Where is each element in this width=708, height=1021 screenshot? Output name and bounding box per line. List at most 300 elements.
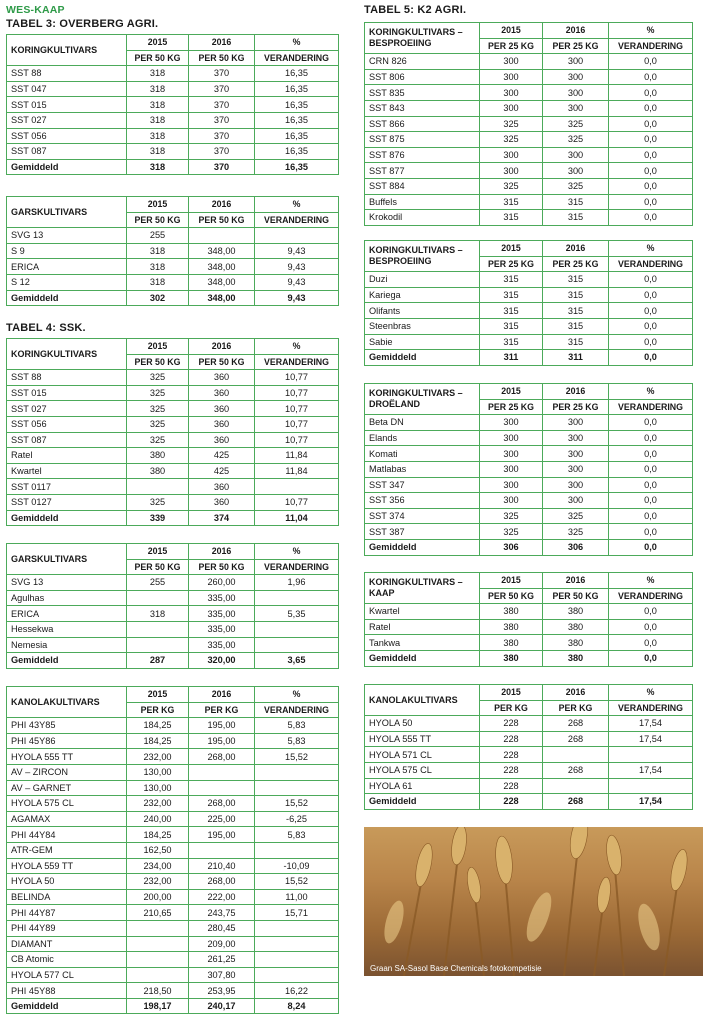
change-cell: 0,0 [609, 493, 693, 509]
unit-header: VERANDERING [255, 212, 339, 228]
change-cell: 17,54 [609, 731, 693, 747]
price-cell: 268,00 [189, 749, 255, 765]
price-cell: 320,00 [189, 653, 255, 669]
change-cell: 0,0 [609, 303, 693, 319]
price-cell: 228 [480, 762, 543, 778]
change-cell: 0,0 [609, 524, 693, 540]
unit-header: PER 50 KG [189, 50, 255, 66]
price-cell: 325 [543, 178, 609, 194]
price-cell: 228 [480, 747, 543, 763]
price-cell: 318 [127, 112, 189, 128]
change-cell: 5,83 [255, 718, 339, 734]
year-header: 2016 [189, 544, 255, 560]
k2-irrigation-wheat-table-2 [364, 240, 693, 366]
table-row [365, 508, 693, 524]
year-header: 2015 [127, 544, 189, 560]
table-row [7, 905, 339, 921]
cultivar-cell: S 9 [7, 243, 127, 259]
ssk-wheat-table [6, 338, 339, 526]
price-cell [127, 936, 189, 952]
price-cell: 380 [480, 619, 543, 635]
table-row [7, 874, 339, 890]
price-cell: 268,00 [189, 874, 255, 890]
year-header: % [609, 23, 693, 39]
price-cell: 311 [543, 350, 609, 366]
cultivar-cell: ERICA [7, 606, 127, 622]
header-row [365, 384, 693, 400]
price-cell: 240,00 [127, 811, 189, 827]
cultivar-cell: BELINDA [7, 889, 127, 905]
table-row [7, 920, 339, 936]
price-cell: 348,00 [189, 243, 255, 259]
change-cell: 0,0 [609, 635, 693, 651]
price-cell: 325 [543, 132, 609, 148]
year-header: 2015 [480, 384, 543, 400]
price-cell: 287 [127, 653, 189, 669]
change-cell [255, 842, 339, 858]
price-cell: 318 [127, 243, 189, 259]
price-cell: 380 [543, 650, 609, 666]
cultivar-cell: Gemiddeld [7, 653, 127, 669]
cultivar-cell: SST 027 [7, 401, 127, 417]
cultivar-cell: PHI 43Y85 [7, 718, 127, 734]
price-cell: 325 [480, 508, 543, 524]
unit-header: VERANDERING [609, 588, 693, 604]
price-cell: 425 [189, 463, 255, 479]
table-4-title: TABEL 4: SSK. [6, 322, 86, 334]
cultivar-cell: Kwartel [7, 463, 127, 479]
table-row [7, 416, 339, 432]
price-cell: 325 [127, 385, 189, 401]
change-cell: 5,35 [255, 606, 339, 622]
section-label: WES-KAAP [6, 4, 65, 16]
change-cell: 10,77 [255, 416, 339, 432]
cultivar-cell: Ratel [365, 619, 480, 635]
header-row [365, 573, 693, 589]
table-row [365, 69, 693, 85]
year-header: 2015 [480, 685, 543, 701]
table-row [365, 194, 693, 210]
table-row [7, 718, 339, 734]
average-row [7, 998, 339, 1014]
price-cell: 300 [480, 100, 543, 116]
table-row [7, 842, 339, 858]
unit-header: VERANDERING [609, 399, 693, 415]
cultivar-cell: SST 387 [365, 524, 480, 540]
price-cell: 268 [543, 731, 609, 747]
cultivar-cell: Gemiddeld [365, 350, 480, 366]
price-cell: 370 [189, 81, 255, 97]
cultivar-cell: Olifants [365, 303, 480, 319]
table-row [365, 85, 693, 101]
price-cell: 210,40 [189, 858, 255, 874]
year-header: 2015 [127, 197, 189, 213]
k2-irrigation-wheat-table [364, 22, 693, 226]
year-header: 2015 [480, 23, 543, 39]
change-cell: 0,0 [609, 619, 693, 635]
price-cell: 325 [480, 524, 543, 540]
price-cell: 234,00 [127, 858, 189, 874]
year-header: 2016 [543, 685, 609, 701]
price-cell: 318 [127, 606, 189, 622]
price-cell: 300 [543, 54, 609, 70]
price-cell: 360 [189, 432, 255, 448]
cultivar-cell: Gemiddeld [7, 159, 127, 175]
price-cell: 315 [480, 272, 543, 288]
table-row [365, 747, 693, 763]
table-row [365, 415, 693, 431]
cultivar-cell: Gemiddeld [365, 794, 480, 810]
price-cell: 184,25 [127, 718, 189, 734]
cultivar-cell: ERICA [7, 259, 127, 275]
change-cell: 0,0 [609, 350, 693, 366]
price-cell: 195,00 [189, 827, 255, 843]
unit-header: VERANDERING [609, 700, 693, 716]
price-cell: 222,00 [189, 889, 255, 905]
table-row [365, 334, 693, 350]
table-row [365, 493, 693, 509]
price-cell [543, 778, 609, 794]
year-header: % [255, 197, 339, 213]
price-cell: 300 [543, 446, 609, 462]
price-cell [543, 747, 609, 763]
cultivar-cell: DIAMANT [7, 936, 127, 952]
header-row [7, 544, 339, 560]
cultivar-cell: Hessekwa [7, 621, 127, 637]
overberg-wheat-table [6, 34, 339, 175]
price-cell: 315 [543, 272, 609, 288]
header-row [365, 685, 693, 701]
price-cell [127, 479, 189, 495]
change-cell: 16,22 [255, 983, 339, 999]
price-cell: 370 [189, 97, 255, 113]
change-cell [255, 936, 339, 952]
unit-header: PER 50 KG [127, 559, 189, 575]
price-cell: 348,00 [189, 259, 255, 275]
price-cell: 195,00 [189, 733, 255, 749]
price-cell: 300 [480, 147, 543, 163]
cultivar-cell: PHI 45Y86 [7, 733, 127, 749]
change-cell: 16,35 [255, 97, 339, 113]
cultivar-cell: SST 866 [365, 116, 480, 132]
change-cell [255, 780, 339, 796]
category-header: KORINGKULTIVARS – BESPROEIING [365, 23, 480, 54]
table-row [365, 287, 693, 303]
price-cell: 228 [480, 731, 543, 747]
unit-header: VERANDERING [609, 38, 693, 54]
cultivar-cell: HYOLA 559 TT [7, 858, 127, 874]
change-cell: 0,0 [609, 272, 693, 288]
price-cell: 380 [543, 619, 609, 635]
k2-canola-table [364, 684, 693, 810]
change-cell [255, 590, 339, 606]
cultivar-cell: SST 356 [365, 493, 480, 509]
table-5-title: TABEL 5: K2 AGRI. [364, 4, 467, 16]
table-row [7, 733, 339, 749]
change-cell: 9,43 [255, 290, 339, 306]
change-cell: 0,0 [609, 508, 693, 524]
year-header: % [609, 241, 693, 257]
year-header: % [255, 687, 339, 703]
price-cell: 255 [127, 228, 189, 244]
change-cell: 17,54 [609, 794, 693, 810]
average-row [365, 794, 693, 810]
table-row [7, 66, 339, 82]
wheat-field-photo [364, 827, 703, 976]
unit-header: PER 50 KG [127, 50, 189, 66]
price-cell: 300 [543, 477, 609, 493]
table-row [7, 637, 339, 653]
price-cell: 325 [543, 524, 609, 540]
table-row [7, 128, 339, 144]
header-row [7, 339, 339, 355]
unit-header: PER 25 KG [543, 399, 609, 415]
cultivar-cell: SST 047 [7, 81, 127, 97]
cultivar-cell: Matlabas [365, 461, 480, 477]
change-cell: 0,0 [609, 318, 693, 334]
change-cell: 16,35 [255, 81, 339, 97]
change-cell: 11,84 [255, 448, 339, 464]
change-cell [609, 778, 693, 794]
ssk-barley-table [6, 543, 339, 669]
table-row [7, 983, 339, 999]
change-cell: 15,52 [255, 874, 339, 890]
change-cell: 10,77 [255, 432, 339, 448]
cultivar-cell: Kariega [365, 287, 480, 303]
price-cell: 240,17 [189, 998, 255, 1014]
average-row [7, 510, 339, 526]
price-cell: 225,00 [189, 811, 255, 827]
change-cell [255, 621, 339, 637]
table-row [7, 144, 339, 160]
cultivar-cell: CB Atomic [7, 952, 127, 968]
price-cell: 360 [189, 416, 255, 432]
table-row [7, 606, 339, 622]
average-row [7, 653, 339, 669]
unit-header: PER KG [480, 700, 543, 716]
change-cell: 17,54 [609, 762, 693, 778]
price-cell [127, 920, 189, 936]
photo-credit: Graan SA-Sasol Base Chemicals fotokompetisie [370, 964, 542, 973]
header-row [7, 35, 339, 51]
price-cell: 325 [127, 494, 189, 510]
table-row [7, 590, 339, 606]
change-cell: 17,54 [609, 716, 693, 732]
price-cell: 130,00 [127, 780, 189, 796]
price-cell: 360 [189, 401, 255, 417]
table-row [365, 716, 693, 732]
price-cell: 380 [480, 604, 543, 620]
price-cell: 335,00 [189, 606, 255, 622]
price-cell: 339 [127, 510, 189, 526]
change-cell [255, 952, 339, 968]
price-cell: 315 [543, 287, 609, 303]
table-row [365, 54, 693, 70]
header-row [7, 687, 339, 703]
cultivar-cell: SST 88 [7, 370, 127, 386]
cultivar-cell: SST 0127 [7, 494, 127, 510]
cultivar-cell: SST 835 [365, 85, 480, 101]
table-row [7, 401, 339, 417]
change-cell: 0,0 [609, 147, 693, 163]
price-cell: 325 [127, 432, 189, 448]
header-row [7, 197, 339, 213]
average-row [365, 350, 693, 366]
cultivar-cell: PHI 45Y88 [7, 983, 127, 999]
price-cell: 335,00 [189, 621, 255, 637]
change-cell: 0,0 [609, 539, 693, 555]
price-cell: 268 [543, 762, 609, 778]
cultivar-cell: HYOLA 575 CL [7, 796, 127, 812]
year-header: % [255, 35, 339, 51]
price-cell: 335,00 [189, 637, 255, 653]
price-cell: 162,50 [127, 842, 189, 858]
cultivar-cell: SST 875 [365, 132, 480, 148]
cultivar-cell: SVG 13 [7, 228, 127, 244]
change-cell: 11,84 [255, 463, 339, 479]
cultivar-cell: SST 015 [7, 385, 127, 401]
category-header: KORINGKULTIVARS [7, 339, 127, 370]
unit-header: VERANDERING [255, 702, 339, 718]
unit-header: PER 25 KG [480, 256, 543, 272]
change-cell: 16,35 [255, 128, 339, 144]
cultivar-cell: ATR-GEM [7, 842, 127, 858]
price-cell: 300 [480, 446, 543, 462]
cultivar-cell: Krokodil [365, 210, 480, 226]
price-cell: 232,00 [127, 796, 189, 812]
unit-header: VERANDERING [255, 50, 339, 66]
price-cell: 268 [543, 794, 609, 810]
table-row [7, 479, 339, 495]
price-cell: 228 [480, 716, 543, 732]
price-cell: 300 [480, 54, 543, 70]
change-cell: 9,43 [255, 274, 339, 290]
cultivar-cell: Kwartel [365, 604, 480, 620]
cultivar-cell: Gemiddeld [7, 510, 127, 526]
table-row [7, 385, 339, 401]
change-cell: 5,83 [255, 733, 339, 749]
price-cell: 306 [543, 539, 609, 555]
category-header: KORINGKULTIVARS – BESPROEIING [365, 241, 480, 272]
cultivar-cell: Duzi [365, 272, 480, 288]
price-cell: 325 [127, 416, 189, 432]
cultivar-cell: Beta DN [365, 415, 480, 431]
category-header: KANOLAKULTIVARS [365, 685, 480, 716]
cultivar-cell: SST 347 [365, 477, 480, 493]
change-cell: 0,0 [609, 163, 693, 179]
price-cell: 380 [543, 604, 609, 620]
cultivar-cell: Gemiddeld [7, 290, 127, 306]
cultivar-cell: Elands [365, 430, 480, 446]
change-cell: 0,0 [609, 210, 693, 226]
price-cell: 268,00 [189, 796, 255, 812]
cultivar-cell: HYOLA 50 [365, 716, 480, 732]
year-header: % [255, 339, 339, 355]
year-header: 2016 [543, 384, 609, 400]
price-cell: 300 [480, 163, 543, 179]
table-row [7, 97, 339, 113]
table-row [365, 272, 693, 288]
cultivar-cell: Buffels [365, 194, 480, 210]
price-cell: 380 [480, 650, 543, 666]
price-cell: 300 [543, 100, 609, 116]
cultivar-cell: Agulhas [7, 590, 127, 606]
change-cell: 11,00 [255, 889, 339, 905]
change-cell: 10,77 [255, 370, 339, 386]
table-row [7, 936, 339, 952]
price-cell: 253,95 [189, 983, 255, 999]
price-cell: 261,25 [189, 952, 255, 968]
price-cell [127, 637, 189, 653]
cultivar-cell: SST 087 [7, 432, 127, 448]
price-cell: 380 [127, 463, 189, 479]
cultivar-cell: SVG 13 [7, 575, 127, 591]
table-row [365, 446, 693, 462]
unit-header: PER 25 KG [543, 256, 609, 272]
price-cell [189, 228, 255, 244]
cultivar-cell: Steenbras [365, 318, 480, 334]
price-cell: 300 [543, 461, 609, 477]
table-row [365, 430, 693, 446]
price-cell: 260,00 [189, 575, 255, 591]
price-cell: 315 [480, 210, 543, 226]
change-cell: 0,0 [609, 477, 693, 493]
cultivar-cell: SST 087 [7, 144, 127, 160]
price-cell: 318 [127, 66, 189, 82]
category-header: GARSKULTIVARS [7, 544, 127, 575]
change-cell: 10,77 [255, 401, 339, 417]
price-cell: 318 [127, 259, 189, 275]
table-row [365, 778, 693, 794]
table-row [365, 477, 693, 493]
change-cell: 0,0 [609, 194, 693, 210]
price-cell: 315 [480, 334, 543, 350]
price-cell: 325 [480, 116, 543, 132]
unit-header: PER 25 KG [480, 399, 543, 415]
price-cell: 315 [543, 334, 609, 350]
cultivar-cell: Komati [365, 446, 480, 462]
change-cell: 0,0 [609, 334, 693, 350]
price-cell: 300 [543, 147, 609, 163]
price-cell: 370 [189, 159, 255, 175]
change-cell: 10,77 [255, 385, 339, 401]
change-cell: -10,09 [255, 858, 339, 874]
year-header: 2015 [480, 573, 543, 589]
change-cell [255, 920, 339, 936]
table-row [7, 967, 339, 983]
price-cell: 302 [127, 290, 189, 306]
price-cell: 370 [189, 112, 255, 128]
header-row [365, 241, 693, 257]
change-cell: 16,35 [255, 112, 339, 128]
category-header: GARSKULTIVARS [7, 197, 127, 228]
change-cell: 11,04 [255, 510, 339, 526]
price-cell: 228 [480, 778, 543, 794]
table-row [365, 178, 693, 194]
price-cell [127, 967, 189, 983]
table-row [7, 796, 339, 812]
price-cell: 232,00 [127, 874, 189, 890]
cultivar-cell: Gemiddeld [365, 539, 480, 555]
unit-header: PER KG [189, 702, 255, 718]
change-cell: 0,0 [609, 100, 693, 116]
price-cell: 318 [127, 97, 189, 113]
change-cell: 8,24 [255, 998, 339, 1014]
average-row [365, 650, 693, 666]
cultivar-cell: HYOLA 50 [7, 874, 127, 890]
price-cell: 300 [480, 430, 543, 446]
change-cell: 10,77 [255, 494, 339, 510]
